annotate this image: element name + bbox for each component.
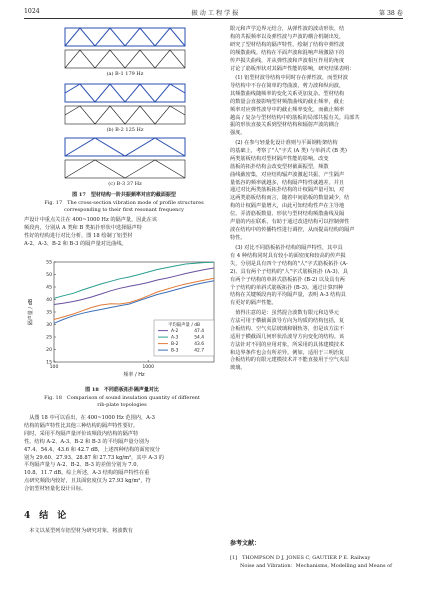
y-tick-label: 15 — [46, 360, 52, 366]
left-paragraph-1 — [24, 217, 220, 249]
text-line: 方法针对不同的应用对象，所采用的具体建模技术 — [230, 341, 345, 348]
figure-17-graphic — [60, 24, 190, 184]
text-line: 别为 29.60、27.93、28.87 和 27.73 kg/m²，其中 A-3 的 — [24, 454, 164, 461]
text-line: 有两个子结构的单斜式筋板拓扑 (B-2) 以及具有两 — [230, 276, 345, 283]
text-line: 有 4 种结构同时具有较小的面密度和较高的传声损 — [230, 252, 346, 259]
reference-item: [1] THOMPSON D J, JONES C, GAUTIER P E. Railway — [230, 555, 371, 561]
text-line: 平均隔声量与 A-2、B-2、B-3 的差值分别为 7.0、 — [24, 462, 142, 469]
y-tick-label: 50 — [46, 273, 52, 279]
text-line: 传声损失曲线，并从弹性波和声波相互作用的角度 — [230, 57, 345, 64]
x-tick-label: 1000 — [142, 365, 155, 370]
y-tick-label: 20 — [46, 348, 52, 354]
y-tick-label: 55 — [46, 260, 52, 266]
right-paragraph-2 — [230, 75, 404, 138]
right-paragraph-4 — [230, 245, 404, 308]
right-paragraph-1 — [230, 26, 404, 73]
text-line: 声设计中重点关注在 400~1000 Hz 的隔声量，因此在该 — [24, 217, 158, 223]
text-line: 点研究频段内较好，且其面密度仅为 27.93 kg/m²，符 — [24, 478, 151, 485]
text-line: 这两类筋板结构而言，随着中间筋板的数量减少，结 — [230, 195, 350, 202]
text-line: 构的计权隔声量增大，由此可知结构性声在主导地 — [230, 203, 345, 210]
text-line: 失，分别是具有四个子结构的"人"字式筋板拓扑 (A- — [230, 260, 348, 267]
series-line-b-2 — [54, 278, 214, 319]
text-line: 讨论了筋板形状对其隔声性能的影响，研究结果表明： — [230, 65, 355, 72]
y-tick-label: 35 — [46, 310, 52, 316]
series-line-b-3 — [54, 281, 214, 324]
series-line-a-3 — [54, 262, 214, 298]
text-line: 性好的结构进行对比分析，图 18 绘制了铝型材 — [24, 232, 133, 239]
text-line: (1) 铝型材波导结构中同时存在弹性波，而型材波 — [230, 75, 348, 81]
subfig-c-label: (c) B-3 37 Hz — [108, 181, 142, 187]
text-line: 结构在关键频段内的平均隔声量，表明 A-3 结构具 — [230, 292, 346, 299]
conclusion-paragraph — [24, 528, 220, 536]
journal-title: 振 动 工 程 学 报 — [191, 10, 239, 17]
text-line: 的频散曲线。结构在平面声波和混响声场激励下的 — [230, 49, 345, 56]
text-line: 本文以某型列车铝型材为研究对象，将波数有 — [24, 528, 133, 534]
text-line: 声量的内在联系，有助于通过改进结构可以控制弹性 — [230, 219, 350, 226]
text-line: 强度。 — [230, 130, 246, 137]
x-axis-label: 频率 / Hz — [123, 372, 145, 378]
subfig-b-label: (b) B-2 125 Hz — [106, 127, 144, 133]
text-line: 合板结构的有限元建模技术并不能直接用于空气夹层 — [230, 357, 350, 364]
text-line: 合铝型材轻量化设计目标。 — [24, 486, 87, 493]
truss-a2 — [65, 50, 185, 68]
text-line: 限元和声学边界元结合，从弹性波的波动形状、结 — [230, 26, 345, 32]
text-line: 频段内，分别从 A 类和 B 类拓扑形状中选择隔声特 — [24, 224, 142, 231]
text-line: 的数量会直接影响型材频散曲线的截止频率，截止 — [230, 98, 345, 105]
text-line: (3) 对比不同筋板拓扑结构的隔声特性，其中具 — [230, 245, 343, 251]
text-line: 同时，采用平均隔声量评价该频段内结构的隔声特 — [24, 430, 139, 437]
legend-label: A-2 — [171, 329, 179, 334]
y-tick-label: 30 — [46, 323, 52, 329]
section-heading: 4 结 论 — [24, 511, 67, 521]
text-line: 通过对比两类筋板拓扑结构的计权隔声量可知，对 — [230, 187, 345, 194]
text-line: 和边界条件也会有所差异。例如，适用于三明治复 — [230, 349, 345, 356]
figure-17-caption-en-2: corresponding to their first resonant frequency — [64, 207, 184, 213]
text-line: 频率对应弹性波导中的截止频率变化，而截止频率 — [230, 106, 345, 113]
text-line: (2) 在参与轻量化设计准则与平面钢桁架结构 — [230, 140, 338, 146]
text-line: 振的形状直接关系到型材结构和辐射声波的耦合 — [230, 122, 339, 129]
figure-18-caption-cn: 图 18 不同筋板拓扑隔声量对比 — [85, 387, 159, 393]
legend-value: 47.4 — [194, 329, 204, 334]
legend-label: B-2 — [171, 342, 179, 347]
truss-b1 — [65, 84, 185, 102]
text-line: 量低谷的频率就越多，结构隔声特性就越差。并且 — [230, 179, 345, 186]
text-line: 性。结构 A-2、A-3、B-2 和 B-3 的平均隔声量分别为 — [24, 438, 150, 445]
text-line: 筋板的拓扑结构会改变型材截面振型，频散 — [230, 163, 329, 170]
header-rule — [24, 18, 403, 19]
figure-17-caption-cn: 图 17 型材结构一阶共振频率对应的截面振型 — [72, 192, 176, 198]
text-line: 适用于横截面几何形状沿波导方向变化的结构。该 — [230, 333, 345, 340]
text-line: 其频散曲线随频率的变化关系更加复杂。型材结构 — [230, 90, 345, 97]
text-line: 波在结构中的传播特性进行调控，从而提高结构的隔声 — [230, 226, 355, 233]
text-line: 研究了型材结构的隔声特性，绘制了结构中弹性波 — [230, 41, 345, 48]
text-line: 方法可用于横截面波导方向为均质的结构包括，复 — [230, 317, 345, 324]
subfig-a-label: (a) B-1 179 Hz — [106, 71, 144, 77]
legend-label: B-3 — [171, 348, 179, 354]
y-axis-label: 隔声量 / dB — [28, 298, 34, 326]
text-line: 值得注意的是：虽然混合波数有限元和边界元 — [230, 310, 339, 316]
text-line: 曲线截密集，对应结构辐声波激起共振，产生隔声 — [230, 171, 345, 178]
text-line: 10.8、11.7 dB。综上所述，A-3 结构的隔声特性在重 — [24, 470, 150, 477]
text-line: 个子结构的单斜式筋板拓扑 (B-3)。通过计算四种 — [230, 284, 344, 291]
truss-c1 — [65, 138, 185, 156]
text-line: 2)、具有两个子结构的"人"字式筋板拓扑 (A-3)、具 — [230, 268, 348, 275]
line-chart — [24, 254, 220, 384]
text-line: 结构的隔声特性比其他三种结构的隔声特性要好。 — [24, 422, 139, 429]
figure-18-caption-en-2: rib-plate topologies — [97, 402, 147, 408]
x-tick-label: 100 — [49, 365, 59, 370]
figure-17-caption-en-1: Fig. 17 The cross-section vibration mode of profile structures — [44, 200, 204, 206]
text-line: 特性。 — [230, 234, 246, 241]
text-line: 构的共振频率以及弹性波与声波的耦合机制出发， — [230, 33, 345, 40]
text-line: 有更好的隔声性能。 — [230, 300, 277, 307]
figure-18 — [24, 254, 220, 384]
page-number: 1024 — [24, 8, 40, 15]
right-paragraph-5 — [230, 310, 404, 373]
left-paragraph-2 — [24, 415, 220, 494]
text-line: 合板结构、空气夹层玻璃和钢轨等，但是该方法不 — [230, 325, 345, 332]
figure-17 — [60, 24, 190, 184]
legend-value: 43.6 — [194, 342, 204, 347]
references-heading: 参考文献： — [230, 540, 261, 547]
volume-label: 第 38 卷 — [378, 10, 403, 17]
text-line: 越高 / 复杂与型材结构中的筋板的局部共振有关。局部共 — [230, 114, 360, 121]
truss-b2 — [65, 106, 185, 124]
text-line: 两类筋板结构对型材隔声性能的影响。改变 — [230, 155, 329, 162]
legend-value: 42.7 — [194, 348, 204, 354]
reference-item: Noise and Vibration：Mechanisms, Modelling and Means of — [230, 563, 392, 569]
text-line: 玻璃。 — [230, 365, 246, 372]
truss-c2 — [65, 160, 185, 178]
legend-title: 平均隔声量 / dB — [167, 323, 201, 328]
text-line: 的基础上，考察了"人"字式 (A 类) 与单斜式 (B 类) — [230, 147, 347, 154]
text-line: 从图 18 中可以看出，在 400~1000 Hz 范围内，A-3 — [24, 415, 155, 421]
truss-a1 — [65, 28, 185, 46]
text-line: 位。弄清筋板数量、形状与型材结构频散曲线及隔 — [230, 211, 345, 218]
text-line: 导结构中不存在简单的弯曲波、剪力波和纵向波， — [230, 82, 345, 89]
y-tick-label: 25 — [46, 335, 52, 341]
figure-18-caption-en-1: Fig. 18 Comparison of sound insulation quantity of different — [44, 395, 200, 401]
y-tick-label: 40 — [46, 298, 52, 304]
text-line: A-2、A-3、B-2 和 B-3 的隔声量对比曲线。 — [24, 240, 127, 247]
reference-list — [230, 554, 404, 570]
legend-value: 54.4 — [194, 335, 204, 341]
y-tick-label: 45 — [46, 285, 52, 291]
legend-label: A-3 — [171, 335, 179, 341]
text-line: 47.4、54.4、43.6 和 42.7 dB，上述四种结构的面密度分 — [24, 446, 161, 453]
right-paragraph-3 — [230, 140, 404, 243]
